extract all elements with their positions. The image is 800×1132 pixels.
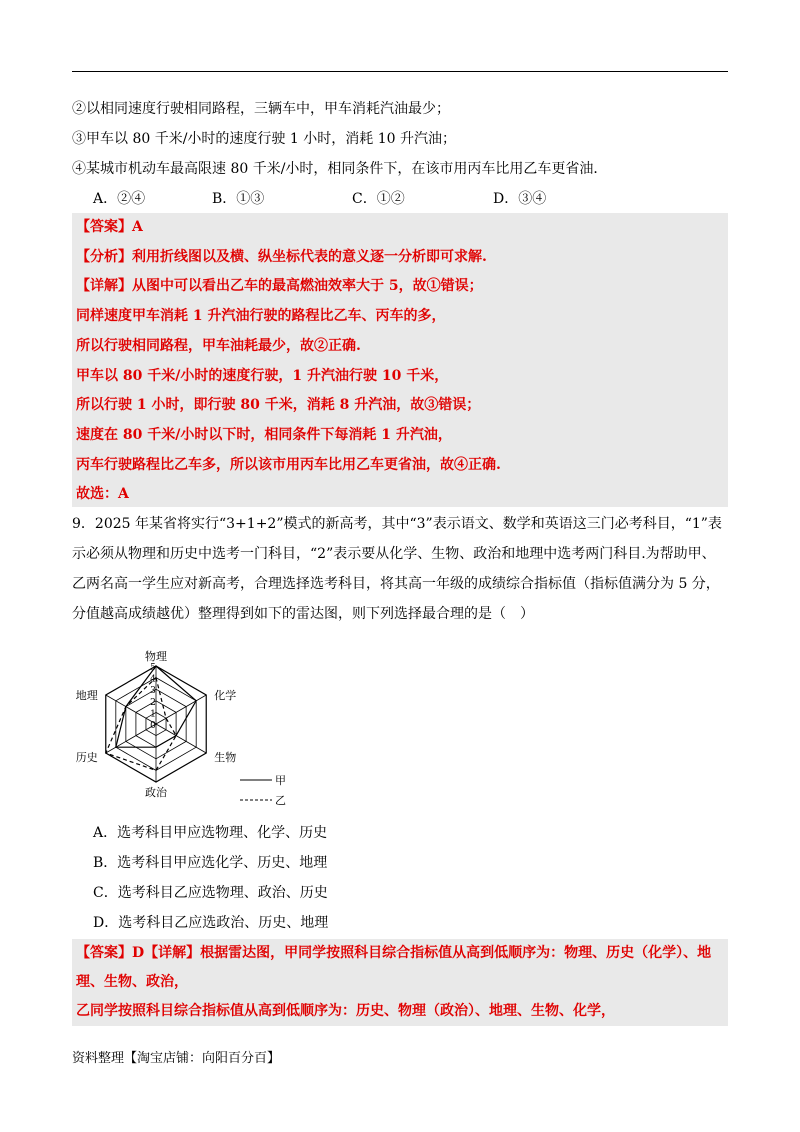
tick-label: 5 — [150, 663, 156, 673]
answer-block-prev — [72, 213, 728, 507]
detail-line: 所以行驶 1 小时，即行驶 80 千米，消耗 8 升汽油，故③错误； — [76, 397, 481, 413]
axis-label: 生物 — [214, 751, 237, 764]
header-rule — [72, 71, 728, 72]
question-line: 9．2025 年某省将实行“3+1+2”模式的新高考，其中“3”表示语文、数学和英语这三门必考科目，“1”表 — [72, 516, 722, 532]
axis-label: 政治 — [145, 786, 167, 799]
axis-label: 化学 — [214, 689, 237, 702]
legend-label: 甲 — [275, 774, 286, 787]
statement-4: ④某城市机动车最高限速 80 千米/小时，相同条件下，在该市用丙车比用乙车更省油． — [72, 161, 608, 177]
tick-label: 4 — [150, 674, 156, 685]
answer-line: 【答案】D【详解】根据雷达图，甲同学按照科目综合指标值从高到低顺序为：物理、历史（化学）、地 — [76, 945, 712, 961]
tick-label: 3 — [150, 686, 156, 697]
question-line: 分值越高成绩越优）整理得到如下的雷达图，则下列选择最合理的是（ ） — [72, 606, 534, 622]
answer-line: 【答案】A — [76, 219, 143, 235]
detail-line: 甲车以 80 千米/小时的速度行驶，1 升汽油行驶 10 千米， — [76, 368, 449, 384]
detail-line: 【详解】从图中可以看出乙车的最高燃油效率大于 5，故①错误； — [76, 278, 483, 294]
analysis-line: 【分析】利用折线图以及横、纵坐标代表的意义逐一分析即可求解. — [76, 249, 487, 265]
series-乙 — [106, 678, 176, 771]
option-a: A．选考科目甲应选物理、化学、历史 — [93, 825, 328, 841]
tick-label: 1 — [150, 709, 156, 720]
radar-grid — [106, 666, 206, 782]
detail-line: 丙车行驶路程比乙车多，所以该市用丙车比用乙车更省油，故④正确. — [76, 457, 501, 473]
detail-line: 乙同学按照科目综合指标值从高到低顺序为：历史、物理（政治）、地理、生物、化学， — [76, 1003, 615, 1019]
axis-label: 地理 — [75, 689, 98, 702]
question-line: 示必须从物理和历史中选考一门科目，“2”表示要从化学、生物、政治和地理中选考两门科目.为帮助甲、 — [72, 546, 716, 562]
option-c: C．选考科目乙应选物理、政治、历史 — [93, 885, 328, 901]
radar-chart — [60, 642, 320, 812]
question-9 — [72, 514, 728, 634]
detail-line: 速度在 80 千米/小时以下时，相同条件下每消耗 1 升汽油， — [76, 427, 452, 443]
detail-line: 理、生物、政治， — [76, 974, 188, 990]
axis-label: 物理 — [145, 650, 167, 663]
prev-option-d: D．③④ — [493, 191, 547, 207]
answer-block-9 — [72, 939, 728, 1026]
axis-spoke — [156, 724, 206, 753]
prev-option-c: C．①② — [352, 191, 405, 207]
detail-line: 所以行驶相同路程，甲车油耗最少，故②正确. — [76, 338, 361, 354]
statement-3: ③甲车以 80 千米/小时的速度行驶 1 小时，消耗 10 升汽油； — [72, 131, 456, 147]
legend-label: 乙 — [275, 794, 286, 807]
choice-line: 故选：A — [76, 486, 129, 502]
tick-label: 0 — [150, 721, 156, 731]
axis-spoke — [106, 724, 156, 753]
axis-label: 历史 — [75, 751, 98, 764]
statement-2: ②以相同速度行驶相同路程，三辆车中，甲车消耗汽油最少； — [72, 101, 450, 117]
tick-label: 2 — [150, 697, 156, 708]
radar-legend — [240, 774, 286, 807]
question-line: 乙两名高一学生应对新高考，合理选择选考科目，将其高一年级的成绩综合指标值（指标值满分为 5 分， — [72, 576, 720, 592]
axis-spoke — [156, 695, 206, 724]
footer-source: 资料整理【淘宝店铺：向阳百分百】 — [72, 1051, 281, 1066]
detail-line: 同样速度甲车消耗 1 升汽油行驶的路程比乙车、丙车的多， — [76, 308, 446, 324]
option-b: B．选考科目甲应选化学、历史、地理 — [93, 855, 328, 871]
prev-option-b: B．①③ — [212, 191, 265, 207]
prev-option-a: A．②④ — [93, 191, 146, 207]
option-d: D．选考科目乙应选政治、历史、地理 — [93, 915, 329, 931]
